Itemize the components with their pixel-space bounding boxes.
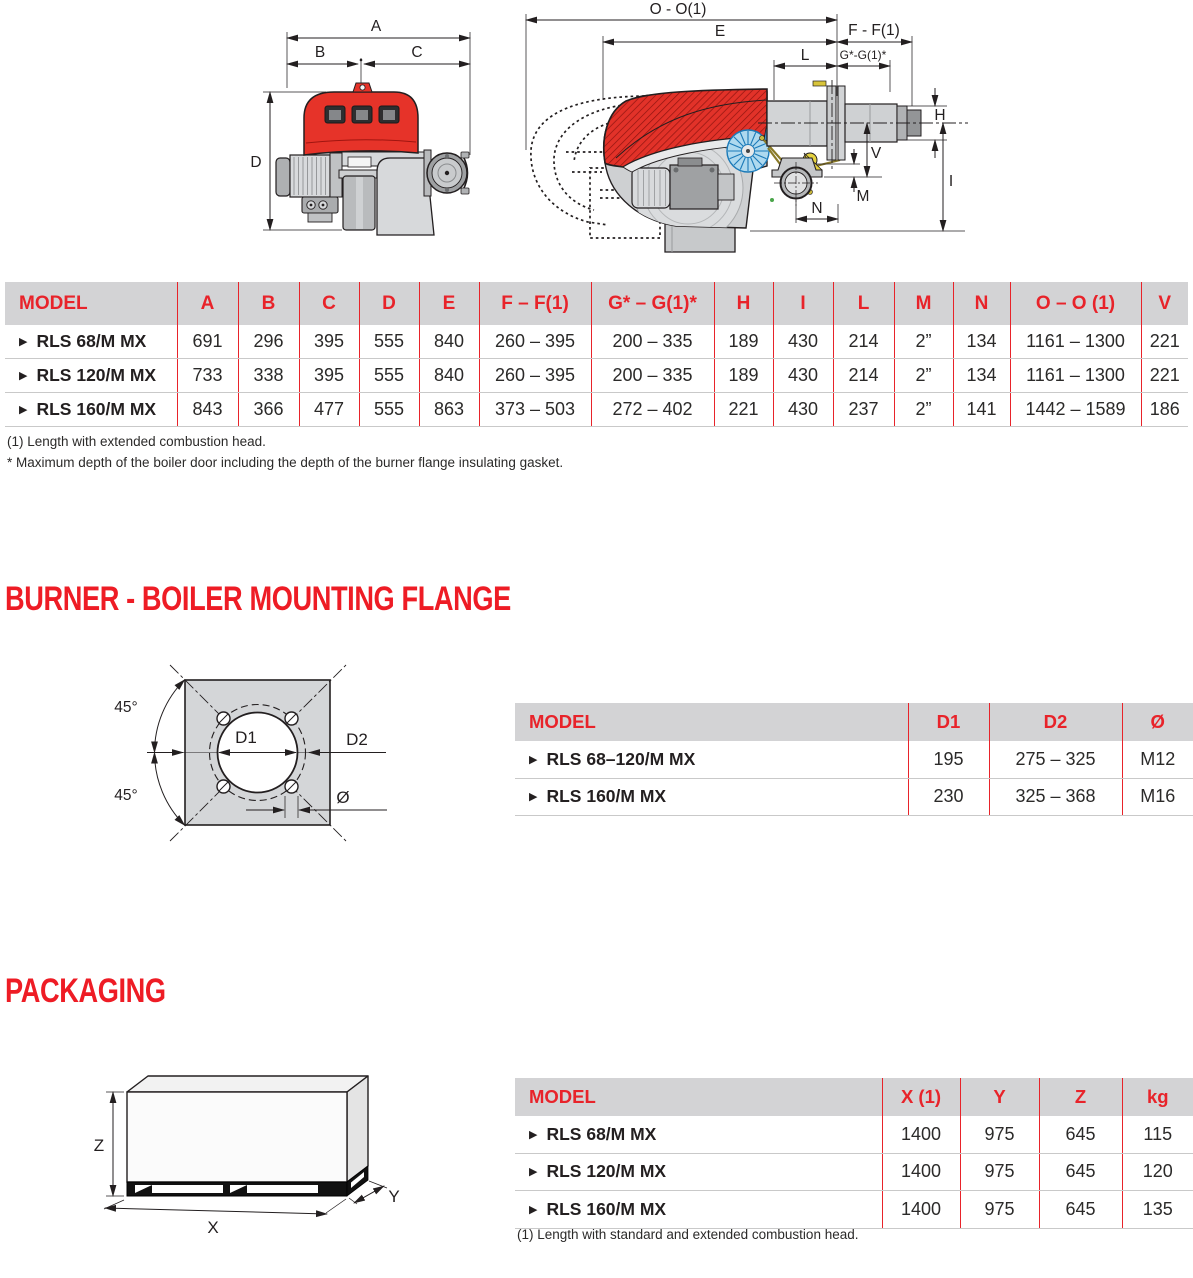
flange-table <box>515 703 1193 816</box>
value-cell: 1400 <box>882 1116 960 1153</box>
table-row <box>515 741 1193 778</box>
column-header: D1 <box>908 703 989 741</box>
value-cell: 2” <box>894 359 953 393</box>
value-cell: 975 <box>960 1153 1039 1191</box>
value-cell: 325 – 368 <box>989 778 1122 816</box>
dimensions-footnotes <box>7 431 563 474</box>
model-name: RLS 68/M MX <box>546 1123 657 1144</box>
value-cell: 975 <box>960 1116 1039 1153</box>
column-header: G* – G(1)* <box>591 282 714 325</box>
column-header: O – O (1) <box>1010 282 1141 325</box>
column-header: F – F(1) <box>479 282 591 325</box>
value-cell: 338 <box>238 359 299 393</box>
dim-label-c: C <box>411 44 423 61</box>
model-cell <box>515 741 908 778</box>
model-cell <box>5 393 177 427</box>
column-header: L <box>833 282 894 325</box>
value-cell: 115 <box>1122 1116 1193 1153</box>
model-cell <box>515 1191 882 1229</box>
flange-angle-bottom-label: 45° <box>114 787 138 804</box>
dim-label-d: D <box>250 154 262 171</box>
row-marker-icon: ▶ <box>529 1203 538 1216</box>
value-cell: 296 <box>238 325 299 359</box>
pack-y-label: Y <box>388 1187 400 1206</box>
table-row <box>515 1153 1193 1191</box>
value-cell: 272 – 402 <box>591 393 714 427</box>
value-cell: 214 <box>833 359 894 393</box>
row-marker-icon: ▶ <box>529 753 538 766</box>
gas-train <box>772 158 822 206</box>
value-cell: 260 – 395 <box>479 325 591 359</box>
value-cell: M12 <box>1122 741 1193 778</box>
column-header: kg <box>1122 1078 1193 1116</box>
dim-label-f: F - F(1) <box>848 22 900 39</box>
column-header: Ø <box>1122 703 1193 741</box>
value-cell: 477 <box>299 393 359 427</box>
value-cell: 221 <box>714 393 773 427</box>
value-cell: 200 – 335 <box>591 359 714 393</box>
dim-label-b: B <box>314 44 326 61</box>
value-cell: 1400 <box>882 1153 960 1191</box>
value-cell: 1400 <box>882 1191 960 1229</box>
column-header: E <box>419 282 479 325</box>
model-name: RLS 160/M MX <box>36 399 157 419</box>
model-cell <box>5 325 177 359</box>
flange-diameter-label: Ø <box>336 788 350 807</box>
value-cell: 840 <box>419 325 479 359</box>
value-cell: 195 <box>908 741 989 778</box>
value-cell: 645 <box>1039 1116 1122 1153</box>
column-header: M <box>894 282 953 325</box>
value-cell: 186 <box>1141 393 1188 427</box>
flange-d1-label: D1 <box>235 728 257 747</box>
value-cell: 221 <box>1141 359 1188 393</box>
value-cell: 430 <box>773 325 833 359</box>
dim-label-e: E <box>714 23 726 40</box>
value-cell: 200 – 335 <box>591 325 714 359</box>
value-cell: 1161 – 1300 <box>1010 325 1141 359</box>
model-name: RLS 160/M MX <box>546 1198 667 1219</box>
column-header: I <box>773 282 833 325</box>
model-cell <box>515 1116 882 1153</box>
model-name: RLS 120/M MX <box>546 1161 667 1182</box>
packaging-drawing <box>60 1030 420 1242</box>
column-header: C <box>299 282 359 325</box>
burner-front-art <box>276 83 469 235</box>
front-view-drawing <box>230 0 515 262</box>
value-cell: 555 <box>359 393 419 427</box>
model-name: RLS 68–120/M MX <box>546 748 696 769</box>
pack-x-label: X <box>207 1218 219 1237</box>
column-header: H <box>714 282 773 325</box>
packaging-table <box>515 1078 1193 1229</box>
mounting-flange-drawing <box>90 648 420 860</box>
footnote: (1) Length with standard and extended combustion head. <box>517 1227 859 1242</box>
header-row <box>515 1078 1193 1116</box>
dim-label-m: M <box>856 188 870 205</box>
footnote: (1) Length with extended combustion head. <box>7 434 266 449</box>
value-cell: 863 <box>419 393 479 427</box>
value-cell: 135 <box>1122 1191 1193 1229</box>
column-header: MODEL <box>515 1078 882 1116</box>
model-name: RLS 160/M MX <box>546 786 667 807</box>
dim-label-o: O - O(1) <box>649 1 707 18</box>
value-cell: 1442 – 1589 <box>1010 393 1141 427</box>
flange-d2-label: D2 <box>346 730 368 749</box>
header-row <box>515 703 1193 741</box>
flange-angle-top-label: 45° <box>114 699 138 716</box>
value-cell: 260 – 395 <box>479 359 591 393</box>
value-cell: 691 <box>177 325 238 359</box>
cover-windows <box>325 106 399 123</box>
table-row <box>5 393 1188 427</box>
value-cell: M16 <box>1122 778 1193 816</box>
dim-label-h: H <box>934 107 946 124</box>
value-cell: 230 <box>908 778 989 816</box>
value-cell: 840 <box>419 359 479 393</box>
row-marker-icon: ▶ <box>529 1128 538 1141</box>
column-header: A <box>177 282 238 325</box>
row-marker-icon: ▶ <box>19 404 28 416</box>
model-cell <box>515 1153 882 1191</box>
value-cell: 975 <box>960 1191 1039 1229</box>
table-row <box>5 359 1188 393</box>
dim-label-g: G*-G(1)* <box>839 48 887 62</box>
row-marker-icon: ▶ <box>19 370 28 382</box>
value-cell: 275 – 325 <box>989 741 1122 778</box>
value-cell: 843 <box>177 393 238 427</box>
package-art <box>127 1076 368 1196</box>
column-header: B <box>238 282 299 325</box>
blast-tube <box>767 81 921 160</box>
column-header: X (1) <box>882 1078 960 1116</box>
value-cell: 366 <box>238 393 299 427</box>
row-marker-icon: ▶ <box>529 1166 538 1179</box>
value-cell: 373 – 503 <box>479 393 591 427</box>
flange-section-title: BURNER - BOILER MOUNTING FLANGE <box>5 580 511 618</box>
column-header: N <box>953 282 1010 325</box>
value-cell: 555 <box>359 359 419 393</box>
value-cell: 120 <box>1122 1153 1193 1191</box>
value-cell: 221 <box>1141 325 1188 359</box>
value-cell: 430 <box>773 359 833 393</box>
value-cell: 733 <box>177 359 238 393</box>
value-cell: 141 <box>953 393 1010 427</box>
column-header: MODEL <box>5 282 177 325</box>
value-cell: 214 <box>833 325 894 359</box>
value-cell: 395 <box>299 359 359 393</box>
value-cell: 2” <box>894 393 953 427</box>
value-cell: 189 <box>714 325 773 359</box>
dim-label-i: I <box>948 173 954 190</box>
value-cell: 645 <box>1039 1191 1122 1229</box>
value-cell: 555 <box>359 325 419 359</box>
value-cell: 645 <box>1039 1153 1122 1191</box>
model-name: RLS 68/M MX <box>36 331 147 351</box>
value-cell: 134 <box>953 359 1010 393</box>
flange-art <box>147 665 387 841</box>
packaging-footnotes <box>517 1224 858 1245</box>
column-header: D <box>359 282 419 325</box>
value-cell: 430 <box>773 393 833 427</box>
table-row <box>515 1191 1193 1229</box>
dim-label-l: L <box>800 47 810 64</box>
row-marker-icon: ▶ <box>19 336 28 348</box>
column-header: V <box>1141 282 1188 325</box>
pack-z-label: Z <box>93 1136 105 1155</box>
row-marker-icon: ▶ <box>529 791 538 804</box>
header-row <box>5 282 1188 325</box>
column-header: D2 <box>989 703 1122 741</box>
footnote: * Maximum depth of the boiler door including the depth of the burner flange insulating gasket. <box>7 455 564 471</box>
table-row <box>515 1116 1193 1153</box>
model-cell <box>515 778 908 816</box>
value-cell: 395 <box>299 325 359 359</box>
model-name: RLS 120/M MX <box>36 365 157 385</box>
value-cell: 237 <box>833 393 894 427</box>
value-cell: 189 <box>714 359 773 393</box>
side-view-drawing <box>510 0 975 258</box>
column-header: Y <box>960 1078 1039 1116</box>
dim-label-n: N <box>811 200 823 217</box>
table-row <box>5 325 1188 359</box>
column-header: Z <box>1039 1078 1122 1116</box>
model-cell <box>5 359 177 393</box>
value-cell: 134 <box>953 325 1010 359</box>
table-row <box>515 778 1193 816</box>
column-header: MODEL <box>515 703 908 741</box>
value-cell: 2” <box>894 325 953 359</box>
dim-label-v: V <box>870 145 882 162</box>
value-cell: 1161 – 1300 <box>1010 359 1141 393</box>
packaging-section-title: PACKAGING <box>5 972 166 1010</box>
dimensions-table <box>5 282 1188 427</box>
dim-label-a: A <box>370 18 382 35</box>
